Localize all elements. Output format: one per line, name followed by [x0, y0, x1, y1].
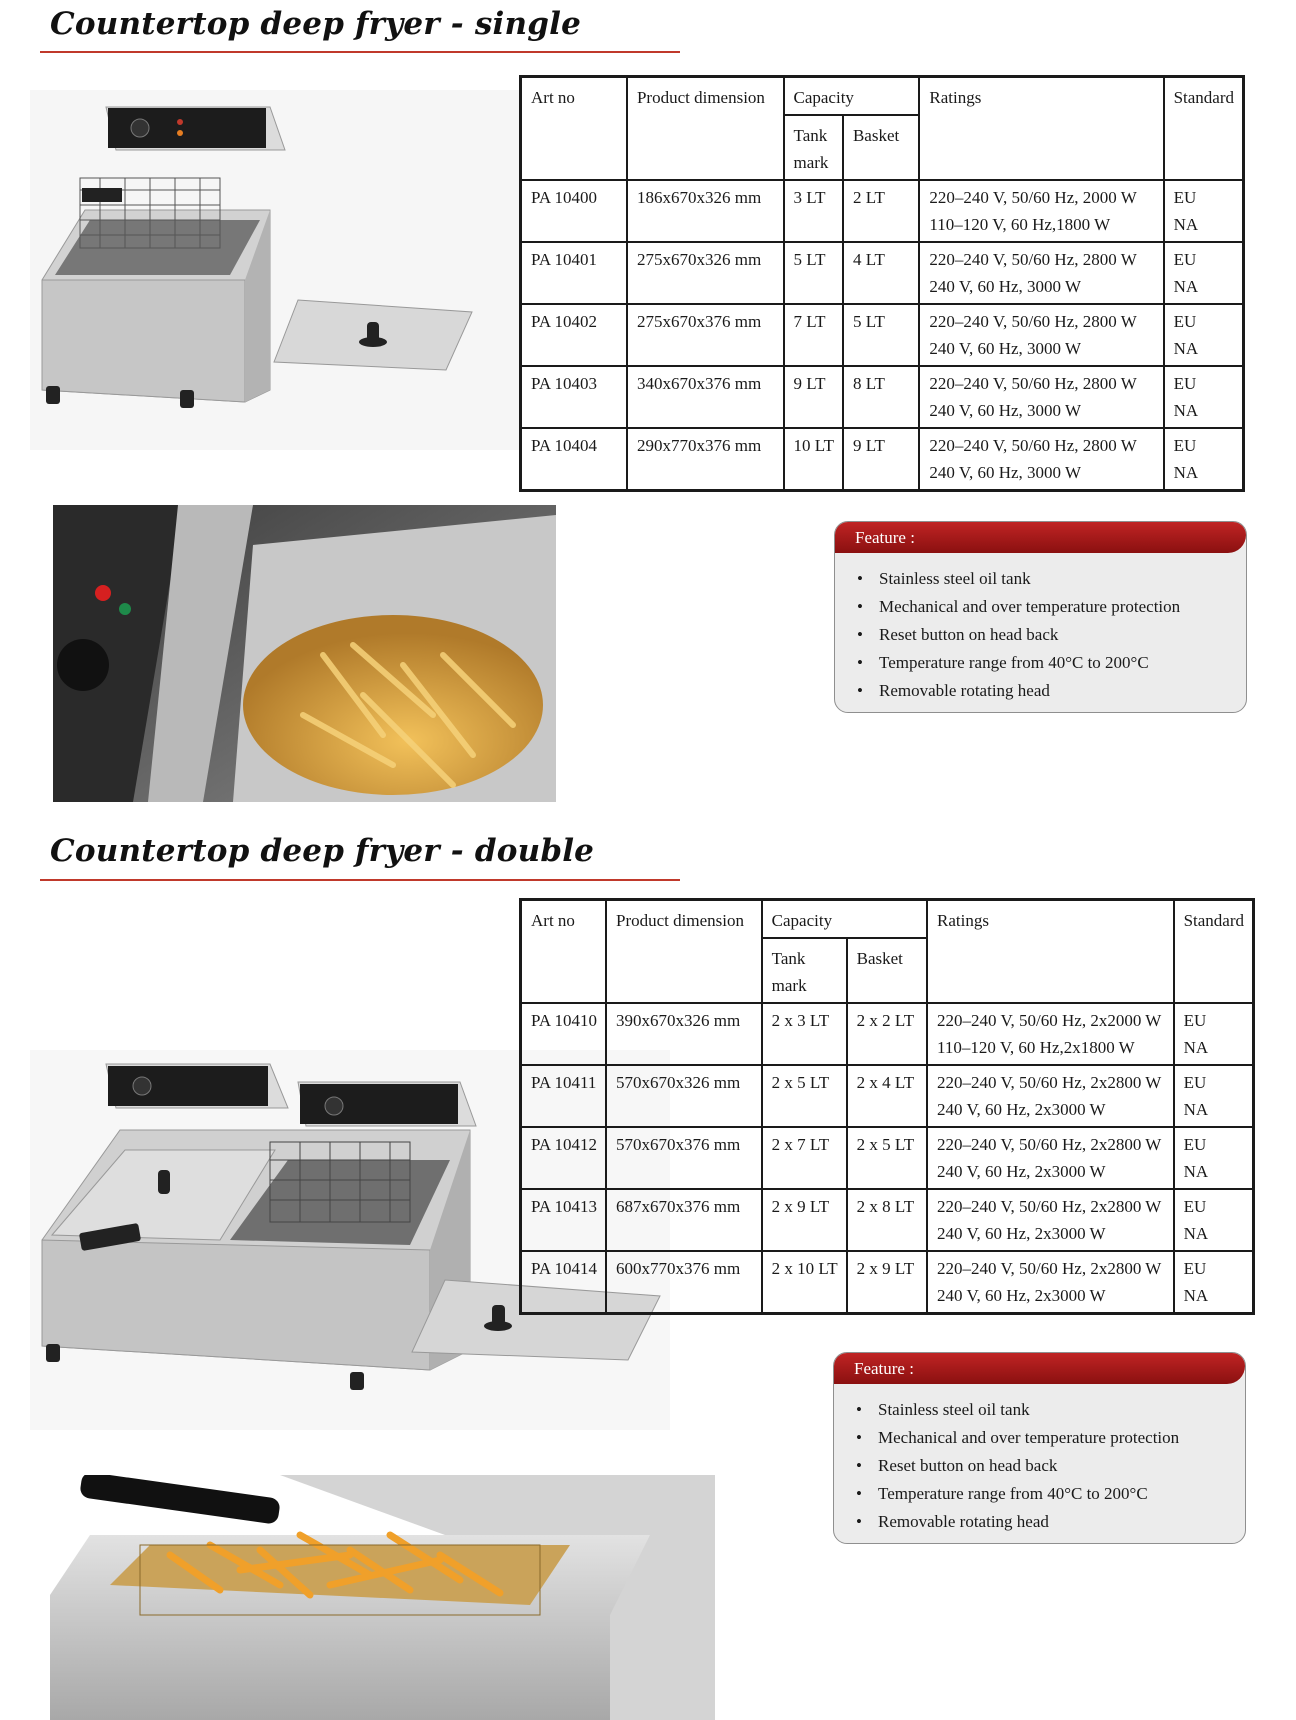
- ratings-cell: [919, 180, 1163, 242]
- rating-line: 240 V, 60 Hz, 2x3000 W: [937, 1224, 1106, 1243]
- section-title-single: Countertop deep fryer - single: [50, 6, 581, 42]
- standard-line: EU: [1183, 1011, 1207, 1030]
- header-art-no: Art no: [521, 900, 606, 1004]
- rating-line: 220–240 V, 50/60 Hz, 2x2000 W: [937, 1011, 1162, 1030]
- table-row: [521, 428, 1244, 491]
- basket-cell: 2 x 9 LT: [847, 1251, 927, 1314]
- standard-cell: [1164, 366, 1244, 428]
- standard-line: EU: [1173, 250, 1197, 269]
- standard-line: NA: [1173, 215, 1199, 234]
- standard-line: NA: [1183, 1286, 1209, 1305]
- feature-item: • Reset button on head back: [879, 621, 1246, 649]
- basket-cell: 5 LT: [843, 304, 919, 366]
- ratings-cell: [927, 1065, 1174, 1127]
- tank-cell: 2 x 10 LT: [762, 1251, 847, 1314]
- standard-line: NA: [1173, 463, 1199, 482]
- feature-item: • Mechanical and over temperature protection: [878, 1424, 1245, 1452]
- table-row: [521, 1127, 1254, 1189]
- art-no-cell: PA 10401: [521, 242, 627, 304]
- standard-line: EU: [1173, 374, 1197, 393]
- feature-list: [834, 1384, 1245, 1536]
- rating-line: 240 V, 60 Hz, 2x3000 W: [937, 1162, 1106, 1181]
- rating-line: 240 V, 60 Hz, 2x3000 W: [937, 1286, 1106, 1305]
- rating-line: 240 V, 60 Hz, 3000 W: [929, 339, 1082, 358]
- standard-line: EU: [1183, 1259, 1207, 1278]
- standard-line: NA: [1183, 1162, 1209, 1181]
- rating-line: 220–240 V, 50/60 Hz, 2x2800 W: [937, 1135, 1162, 1154]
- art-no-cell: PA 10410: [521, 1003, 606, 1065]
- standard-line: NA: [1173, 401, 1199, 420]
- basket-cell: 2 x 5 LT: [847, 1127, 927, 1189]
- rating-line: 240 V, 60 Hz, 3000 W: [929, 277, 1082, 296]
- feature-item: • Removable rotating head: [878, 1508, 1245, 1536]
- table-row: [521, 1189, 1254, 1251]
- standard-cell: [1174, 1251, 1254, 1314]
- feature-heading: Feature :: [834, 1353, 1245, 1384]
- standard-line: EU: [1183, 1073, 1207, 1092]
- basket-cell: 4 LT: [843, 242, 919, 304]
- dimension-cell: 290x770x376 mm: [627, 428, 784, 491]
- rating-line: 240 V, 60 Hz, 3000 W: [929, 401, 1082, 420]
- header-basket: Basket: [843, 115, 919, 180]
- art-no-cell: PA 10404: [521, 428, 627, 491]
- tank-cell: 10 LT: [784, 428, 843, 491]
- tank-cell: 7 LT: [784, 304, 843, 366]
- art-no-cell: PA 10411: [521, 1065, 606, 1127]
- basket-cell: 2 LT: [843, 180, 919, 242]
- ratings-cell: [927, 1127, 1174, 1189]
- header-product-dimension: Product dimension: [627, 77, 784, 181]
- table-row: [521, 304, 1244, 366]
- header-standard: Standard: [1164, 77, 1244, 181]
- dimension-cell: 390x670x326 mm: [606, 1003, 762, 1065]
- standard-cell: [1174, 1127, 1254, 1189]
- title-underline: [40, 51, 680, 53]
- art-no-cell: PA 10413: [521, 1189, 606, 1251]
- rating-line: 220–240 V, 50/60 Hz, 2800 W: [929, 436, 1137, 455]
- table-row: [521, 1065, 1254, 1127]
- single-fryer-product-image: [30, 90, 520, 450]
- ratings-cell: [927, 1251, 1174, 1314]
- single-spec-table: [519, 75, 1245, 492]
- rating-line: 110–120 V, 60 Hz,2x1800 W: [937, 1038, 1135, 1057]
- rating-line: 220–240 V, 50/60 Hz, 2800 W: [929, 374, 1137, 393]
- header-ratings: Ratings: [927, 900, 1174, 1004]
- art-no-cell: PA 10400: [521, 180, 627, 242]
- ratings-cell: [919, 242, 1163, 304]
- dimension-cell: 687x670x376 mm: [606, 1189, 762, 1251]
- standard-line: NA: [1173, 277, 1199, 296]
- table-row: [521, 180, 1244, 242]
- table-header-row: [521, 900, 1254, 939]
- header-basket: Basket: [847, 938, 927, 1003]
- ratings-cell: [919, 428, 1163, 491]
- feature-item: • Removable rotating head: [879, 677, 1246, 705]
- standard-cell: [1174, 1065, 1254, 1127]
- dimension-cell: 186x670x326 mm: [627, 180, 784, 242]
- tank-cell: 2 x 3 LT: [762, 1003, 847, 1065]
- feature-item: • Mechanical and over temperature protection: [879, 593, 1246, 621]
- tank-cell: 9 LT: [784, 366, 843, 428]
- feature-item: • Stainless steel oil tank: [878, 1396, 1245, 1424]
- feature-heading: Feature :: [835, 522, 1246, 553]
- tank-cell: 2 x 9 LT: [762, 1189, 847, 1251]
- double-spec-table: [519, 898, 1255, 1315]
- standard-line: NA: [1183, 1100, 1209, 1119]
- tank-cell: 2 x 5 LT: [762, 1065, 847, 1127]
- basket-cell: 9 LT: [843, 428, 919, 491]
- single-fryer-fries-photo: [53, 505, 556, 802]
- basket-cell: 2 x 8 LT: [847, 1189, 927, 1251]
- tank-cell: 2 x 7 LT: [762, 1127, 847, 1189]
- dimension-cell: 275x670x326 mm: [627, 242, 784, 304]
- header-capacity: Capacity: [784, 77, 920, 116]
- single-feature-box: [834, 521, 1247, 713]
- feature-item: • Stainless steel oil tank: [879, 565, 1246, 593]
- standard-line: EU: [1173, 312, 1197, 331]
- standard-line: EU: [1173, 436, 1197, 455]
- header-standard: Standard: [1174, 900, 1254, 1004]
- basket-cell: 2 x 2 LT: [847, 1003, 927, 1065]
- table-row: [521, 366, 1244, 428]
- art-no-cell: PA 10412: [521, 1127, 606, 1189]
- dimension-cell: 600x770x376 mm: [606, 1251, 762, 1314]
- feature-item: • Temperature range from 40°C to 200°C: [878, 1480, 1245, 1508]
- double-feature-box: [833, 1352, 1246, 1544]
- section-title-double: Countertop deep fryer - double: [50, 833, 595, 869]
- rating-line: 240 V, 60 Hz, 2x3000 W: [937, 1100, 1106, 1119]
- standard-line: NA: [1173, 339, 1199, 358]
- dimension-cell: 570x670x376 mm: [606, 1127, 762, 1189]
- rating-line: 220–240 V, 50/60 Hz, 2800 W: [929, 250, 1137, 269]
- standard-cell: [1164, 180, 1244, 242]
- header-tank-mark: [762, 938, 847, 1003]
- header-ratings: Ratings: [919, 77, 1163, 181]
- rating-line: 220–240 V, 50/60 Hz, 2x2800 W: [937, 1259, 1162, 1278]
- double-fryer-fries-basket-photo: [50, 1475, 715, 1720]
- standard-cell: [1164, 242, 1244, 304]
- rating-line: 220–240 V, 50/60 Hz, 2000 W: [929, 188, 1137, 207]
- tank-mark-label: Tank mark: [771, 949, 807, 995]
- ratings-cell: [927, 1003, 1174, 1065]
- basket-cell: 2 x 4 LT: [847, 1065, 927, 1127]
- standard-line: NA: [1183, 1038, 1209, 1057]
- table-row: [521, 1003, 1254, 1065]
- tank-cell: 5 LT: [784, 242, 843, 304]
- standard-line: EU: [1183, 1135, 1207, 1154]
- ratings-cell: [919, 304, 1163, 366]
- basket-cell: 8 LT: [843, 366, 919, 428]
- standard-cell: [1174, 1189, 1254, 1251]
- standard-line: EU: [1183, 1197, 1207, 1216]
- header-capacity: Capacity: [762, 900, 927, 939]
- feature-item: • Reset button on head back: [878, 1452, 1245, 1480]
- standard-line: EU: [1173, 188, 1197, 207]
- dimension-cell: 570x670x326 mm: [606, 1065, 762, 1127]
- standard-line: NA: [1183, 1224, 1209, 1243]
- rating-line: 220–240 V, 50/60 Hz, 2x2800 W: [937, 1073, 1162, 1092]
- rating-line: 220–240 V, 50/60 Hz, 2x2800 W: [937, 1197, 1162, 1216]
- feature-item: • Temperature range from 40°C to 200°C: [879, 649, 1246, 677]
- art-no-cell: PA 10414: [521, 1251, 606, 1314]
- art-no-cell: PA 10403: [521, 366, 627, 428]
- table-row: [521, 1251, 1254, 1314]
- ratings-cell: [919, 366, 1163, 428]
- table-row: [521, 242, 1244, 304]
- standard-cell: [1164, 428, 1244, 491]
- ratings-cell: [927, 1189, 1174, 1251]
- rating-line: 220–240 V, 50/60 Hz, 2800 W: [929, 312, 1137, 331]
- table-header-row: [521, 77, 1244, 116]
- art-no-cell: PA 10402: [521, 304, 627, 366]
- standard-cell: [1174, 1003, 1254, 1065]
- dimension-cell: 340x670x376 mm: [627, 366, 784, 428]
- header-product-dimension: Product dimension: [606, 900, 762, 1004]
- feature-list: [835, 553, 1246, 705]
- rating-line: 110–120 V, 60 Hz,1800 W: [929, 215, 1111, 234]
- header-tank-mark: Tank mark: [784, 115, 843, 180]
- title-underline: [40, 879, 680, 881]
- standard-cell: [1164, 304, 1244, 366]
- tank-cell: 3 LT: [784, 180, 843, 242]
- rating-line: 240 V, 60 Hz, 3000 W: [929, 463, 1082, 482]
- header-art-no: Art no: [521, 77, 627, 181]
- dimension-cell: 275x670x376 mm: [627, 304, 784, 366]
